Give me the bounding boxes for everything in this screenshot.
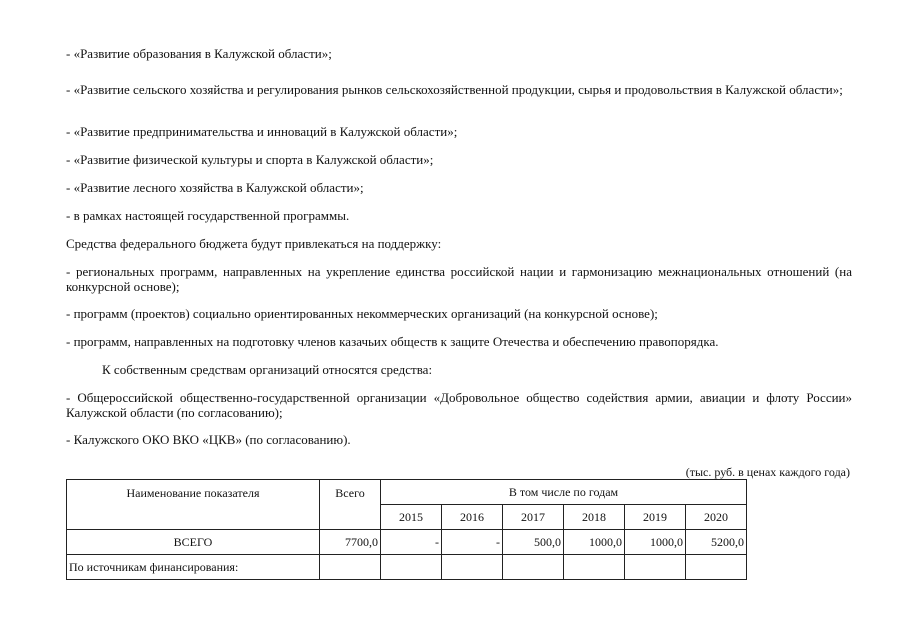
row-name: ВСЕГО xyxy=(67,530,320,555)
year-2017: 2017 xyxy=(503,505,564,530)
bullet-state-program: - в рамках настоящей государственной программы. xyxy=(66,208,350,223)
row-total xyxy=(320,555,381,580)
bullet-dosaaf: - Общероссийской общественно-государственной организации «Добровольное общество содействия армии, авиации и флоту России» Калужской области (по согласованию); xyxy=(66,390,852,420)
row-value: - xyxy=(442,530,503,555)
row-value: - xyxy=(381,530,442,555)
header-total: Всего xyxy=(320,480,381,530)
row-total: 7700,0 xyxy=(320,530,381,555)
year-2016: 2016 xyxy=(442,505,503,530)
federal-budget-heading: Средства федерального бюджета будут привлекаться на поддержку: xyxy=(66,236,442,251)
table-row xyxy=(67,555,747,580)
bullet-entrepreneurship: - «Развитие предпринимательства и инноваций в Калужской области»; xyxy=(66,124,458,139)
year-2019: 2019 xyxy=(625,505,686,530)
bullet-regional-programs: - региональных программ, направленных на укрепление единства российской нации и гармонизацию межнациональных отношений (на конкурсной основе); xyxy=(66,264,852,294)
header-years-group: В том числе по годам xyxy=(381,480,747,505)
row-value xyxy=(564,555,625,580)
year-2018: 2018 xyxy=(564,505,625,530)
table-header-row xyxy=(67,480,747,505)
funding-table xyxy=(66,479,747,580)
row-value xyxy=(686,555,747,580)
row-value xyxy=(625,555,686,580)
bullet-oko-vko: - Калужского ОКО ВКО «ЦКВ» (по согласованию). xyxy=(66,432,351,447)
row-value: 500,0 xyxy=(503,530,564,555)
bullet-agriculture: - «Развитие сельского хозяйства и регулирования рынков сельскохозяйственной продукции, сырья и продовольствия в Калужской области»; xyxy=(66,82,843,97)
row-value xyxy=(442,555,503,580)
row-value: 1000,0 xyxy=(564,530,625,555)
row-name: По источникам финансирования: xyxy=(67,555,320,580)
row-value xyxy=(381,555,442,580)
bullet-forestry: - «Развитие лесного хозяйства в Калужской области»; xyxy=(66,180,364,195)
bullet-sport: - «Развитие физической культуры и спорта в Калужской области»; xyxy=(66,152,434,167)
own-funds-heading: К собственным средствам организаций относятся средства: xyxy=(102,362,433,377)
row-value: 1000,0 xyxy=(625,530,686,555)
bullet-cossack-programs: - программ, направленных на подготовку членов казачьих обществ к защите Отечества и обеспечению правопорядка. xyxy=(66,334,719,349)
table-row xyxy=(67,530,747,555)
year-2015: 2015 xyxy=(381,505,442,530)
unit-note: (тыс. руб. в ценах каждого года) xyxy=(685,465,850,479)
header-name: Наименование показателя xyxy=(67,480,320,530)
bullet-nko-programs: - программ (проектов) социально ориентированных некоммерческих организаций (на конкурсной основе); xyxy=(66,306,658,321)
year-2020: 2020 xyxy=(686,505,747,530)
bullet-education: - «Развитие образования в Калужской области»; xyxy=(66,46,332,61)
row-value xyxy=(503,555,564,580)
row-value: 5200,0 xyxy=(686,530,747,555)
